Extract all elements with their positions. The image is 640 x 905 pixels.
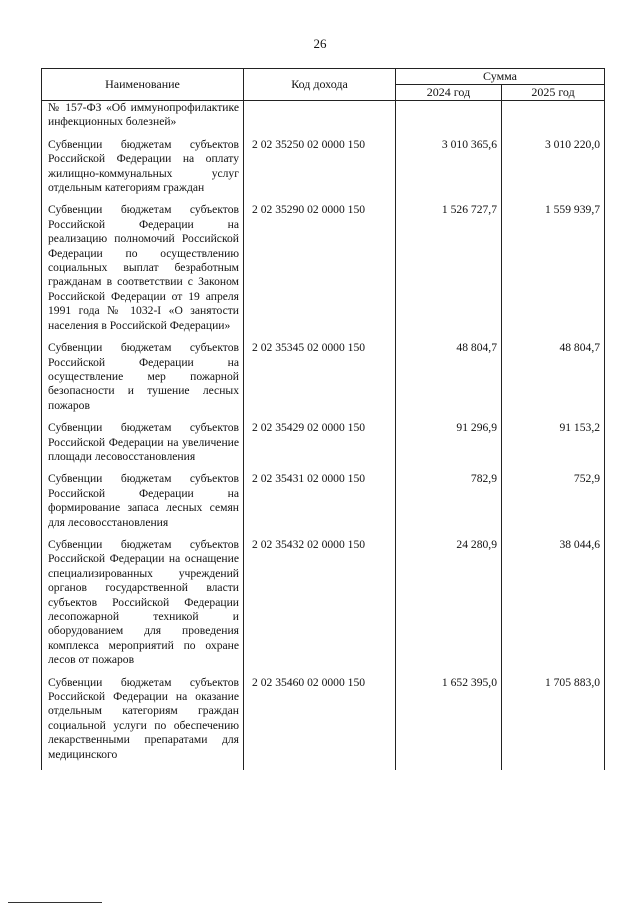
row-value-2025: 38 044,6	[502, 538, 605, 676]
header-year-2025: 2025 год	[502, 85, 605, 101]
row-name: Субвенции бюджетам субъектов Российской Федерации на осуществление мер пожарной безопасности и тушение лесных пожаров	[42, 341, 244, 421]
table-row	[42, 421, 605, 472]
row-code: 2 02 35432 02 0000 150	[244, 538, 396, 676]
header-sum: Сумма	[396, 69, 605, 85]
table-row	[42, 101, 605, 138]
row-value-2024	[396, 101, 502, 138]
table-row	[42, 472, 605, 538]
footnote-divider	[8, 902, 102, 903]
row-value-2025	[502, 101, 605, 138]
row-code: 2 02 35290 02 0000 150	[244, 203, 396, 341]
row-value-2025: 1 559 939,7	[502, 203, 605, 341]
revenue-table	[41, 68, 605, 770]
row-value-2024: 48 804,7	[396, 341, 502, 421]
row-name: Субвенции бюджетам субъектов Российской Федерации на оказание отдельным категориям граждан социальной услуги по обеспечению лекарственными препаратами для медицинского	[42, 676, 244, 770]
header-code: Код дохода	[244, 69, 396, 101]
row-code: 2 02 35250 02 0000 150	[244, 138, 396, 204]
row-value-2024: 3 010 365,6	[396, 138, 502, 204]
header-year-2024: 2024 год	[396, 85, 502, 101]
row-name: Субвенции бюджетам субъектов Российской Федерации на оснащение специализированных учреждений органов государственной власти субъектов Российской Федерации лесопожарной техникой и оборудованием для проведения комплекса мероприятий по охране лесов от пожаров	[42, 538, 244, 676]
table-row	[42, 203, 605, 341]
table-row	[42, 138, 605, 204]
row-value-2024: 24 280,9	[396, 538, 502, 676]
table-row	[42, 676, 605, 770]
table-row	[42, 341, 605, 421]
row-value-2024: 1 526 727,7	[396, 203, 502, 341]
row-value-2024: 782,9	[396, 472, 502, 538]
row-code: 2 02 35431 02 0000 150	[244, 472, 396, 538]
row-name: Субвенции бюджетам субъектов Российской Федерации на формирование запаса лесных семян для лесовосстановления	[42, 472, 244, 538]
row-value-2025: 91 153,2	[502, 421, 605, 472]
row-value-2024: 1 652 395,0	[396, 676, 502, 770]
row-name: Субвенции бюджетам субъектов Российской Федерации на оплату жилищно-коммунальных услуг отдельным категориям граждан	[42, 138, 244, 204]
row-name: Субвенции бюджетам субъектов Российской Федерации на реализацию полномочий Российской Федерации по осуществлению социальных выплат безработным гражданам в соответствии с Законом Российской Федерации от 19 апреля 1991 года № 1032-I «О занятости населения в Российской Федерации»	[42, 203, 244, 341]
row-code: 2 02 35460 02 0000 150	[244, 676, 396, 770]
row-name: № 157-ФЗ «Об иммунопрофилактике инфекционных болезней»	[42, 101, 244, 138]
row-name: Субвенции бюджетам субъектов Российской Федерации на увеличение площади лесовосстановления	[42, 421, 244, 472]
row-value-2025: 3 010 220,0	[502, 138, 605, 204]
row-value-2025: 48 804,7	[502, 341, 605, 421]
page-number: 26	[313, 36, 327, 51]
header-name: Наименование	[42, 69, 244, 101]
row-code: 2 02 35429 02 0000 150	[244, 421, 396, 472]
row-code	[244, 101, 396, 138]
row-value-2025: 752,9	[502, 472, 605, 538]
row-value-2025: 1 705 883,0	[502, 676, 605, 770]
row-code: 2 02 35345 02 0000 150	[244, 341, 396, 421]
row-value-2024: 91 296,9	[396, 421, 502, 472]
table-row	[42, 538, 605, 676]
